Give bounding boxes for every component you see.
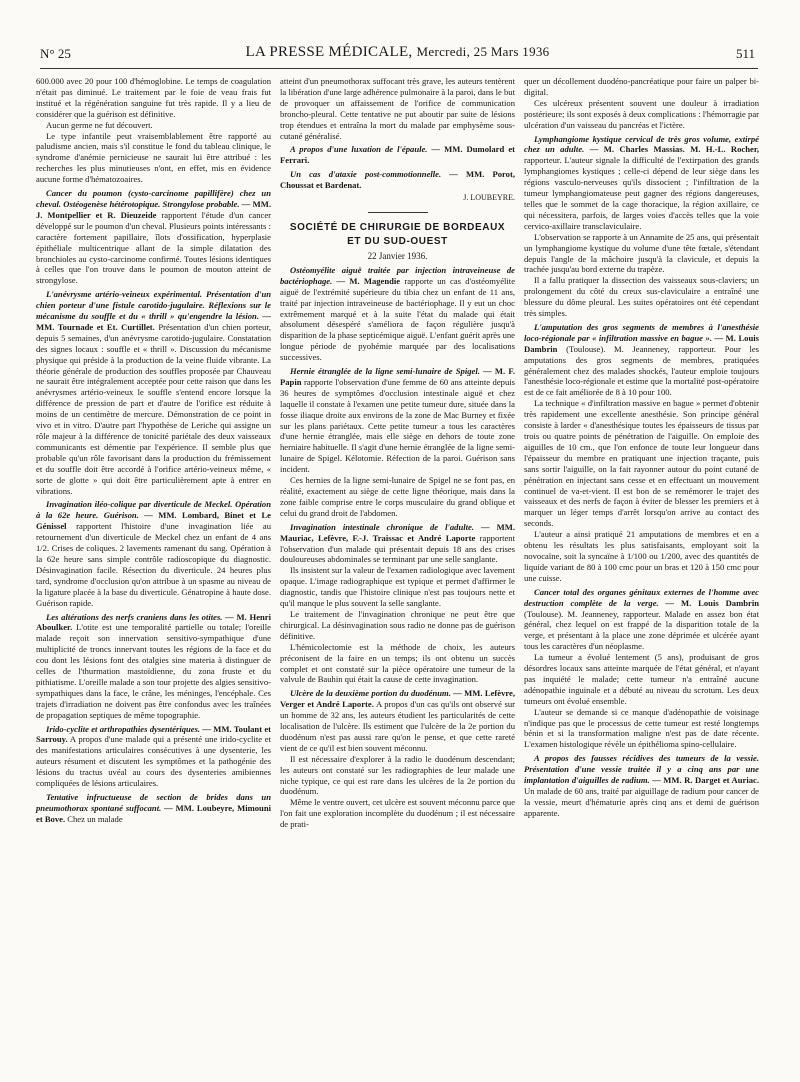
- article-authors: M. Louis Dambrin: [524, 332, 759, 354]
- paragraph: quer un décollement duodéno-pancréatique pour faire un palper bi-digital.: [524, 76, 759, 97]
- article-body: rapportent l'étude d'un cancer développé sur le poumon d'un cheval. Plusieurs points intéressants : caractère fortement papillaire, îlots d'ossification, hyperplasie épithéliale multicentrique allant de la simple dilatation des bronchioles au cysto-carcinome confirmé. Toutes lésions identiques à celles que l'on trouve dans le poumon de mouton atteint de strongylose.: [36, 209, 271, 286]
- article-entry: [280, 169, 515, 191]
- reporter-signature: J. LOUBEYRE.: [463, 193, 515, 203]
- article-title: A propos d'une luxation de l'épaule. —: [290, 144, 441, 155]
- article-title: A propos des fausses récidives des tumeurs de la vessie. Présentation d'une vessie traitée il y a cinq ans par une implantation d'aiguilles de radium. —: [524, 753, 759, 786]
- article-authors: MM. Porot, Choussat et Bardenat.: [280, 169, 515, 191]
- column-2: [280, 76, 515, 830]
- article-title: Invagination intestinale chronique de l'adulte. —: [290, 521, 490, 532]
- paragraph: Ces ulcéreux présentent souvent une douleur à irradiation postérieure; ils sont exposés à deux complications : l'hémorragie par ulcération d'un vaisseau du pancréas et l'ictère.: [524, 97, 759, 130]
- paragraph: Le traitement de l'invagination chronique ne peut être que chirurgical. La désinvagination sous radio ne donne pas de guérison définitive.: [280, 608, 515, 641]
- running-title: [40, 44, 755, 61]
- section-rule: [368, 212, 428, 213]
- paragraph: Il est nécessaire d'explorer à la radio le duodénum descendant; les auteurs ont constaté sur les radiographies de leur malade une niche typique, ce qui est rare dans les ulcères de la 2e portion du duodénum.: [280, 753, 515, 797]
- article-body: Présentation d'un chien porteur, depuis 5 semaines, d'un anévrysme carotido-jugulaire. Constatation des signes locaux : souffle et « thrill ». Discussion du mécanisme physique qui préside à la production de la veine fluide vibrante. La théorie générale de production des souffles proposée par Chauveau ne saurait être intégralement acceptée pour cette raison que dans les anévrysmes artério-veineux le souffle s'entend encore lorsque la différence de pression de part et d'autre de l'orifice est réduite à moins de un centimètre de mercure. Démonstration de ce point in vivo et in vitro. D'autre part l'hypothèse de Leriche qui assigne un rôle majeur à la différence de tonicité pariétale des deux vaisseaux communicants est démentie par l'expérience. Il semble plus que probable qu'un rôle favorisant dans la production du frémissement et du souffle doit être accordé à l'orifice artério-veineux même, « sorte de glotte » qui doit être particulièrement apte à entrer en vibrations.: [36, 321, 271, 496]
- article-body: rapporteur. L'auteur signale la difficulté de l'extirpation des grands lymphangiomes kystiques ; celle-ci dépend de leur siège dans les régions vasculo-nerveuses qu'ils dissocient ; l'infiltration de la tumeur lymphangiomateuse peut gagner des régions dangereuses, telles que le sommet de la cage thoracique, la région axillaire, ce qui nécessitera, parfois, de larges voies d'accès telles que la voie cervico-axillaire transclaviculaire.: [524, 155, 759, 231]
- paragraph: Il a fallu pratiquer la dissection des vaisseaux sous-claviers; un prolongement du côté du creux sus-claviculaire a entraîné une blessure du dôme pleural. Les suites opératoires ont été cependant très simples.: [524, 275, 759, 319]
- article-entry: [36, 724, 271, 789]
- article-title: Invagination iléo-colique par diverticule de Meckel. Opération à la 62e heure. Guérison. —: [36, 499, 271, 521]
- paragraph: Le type infantile peut vraisemblablement être rapporté au paludisme ancien, mais s'il constitue le fond du tableau clinique, le syndrome d'anémie pernicieuse ne saurait lui être attribué : les recherches les plus minutieuses n'ont, en effet, mis en évidence aucune forme d'hématozoaires.: [36, 130, 271, 185]
- page-header: [40, 42, 755, 66]
- article-entry: [524, 753, 759, 818]
- article-authors: M. Louis Dambrin: [674, 597, 759, 608]
- paragraph: Ils insistent sur la valeur de l'examen radiologique avec lavement opaque. L'image radiographique est typique et permet d'affirmer le diagnostic, tandis que l'histoire clinique n'est pas toujours nette et qu'il manque le plus souvent la selle sanglante.: [280, 565, 515, 609]
- article-title: Ulcère de la deuxième portion du duodénum. —: [290, 688, 462, 699]
- article-body: A propos d'une malade qui a présenté une irido-cyclite et des manifestations articulaires consécutives à une dysenterie, les auteurs résument et discutent les symptômes et la pathogénie des lésions du tractus uvéal au cours des dysenteries amibiennes compliquées de lésions articulaires.: [36, 734, 271, 789]
- article-title: Hernie étranglée de la ligne semi-lunaire de Spigel. —: [290, 366, 492, 377]
- society-name-2: ET DU SUD-OUEST: [347, 235, 448, 247]
- article-body: rapporte un cas d'ostéomyélite aiguë de l'extrémité supérieure du tibia chez un enfant de 11 ans, traité par injection intraveineuse de bactériophage. Il y eut un choc extrêmement marqué et à la suite l'état du malade qui était absolument désespéré s'améliora de façon régulière jusqu'à disparition de la phase septicémique aiguë. L'enfant guérit après une longue période de pyohémie marquée par des localisations successives.: [280, 275, 516, 363]
- article-entry: [524, 134, 759, 232]
- article-authors: MM. Dumolard et Ferrari.: [280, 144, 515, 166]
- article-authors: MM. Lombard, Binet et Le Génissel: [36, 510, 271, 532]
- article-authors: MM. Toulant et Sarrouy.: [36, 723, 271, 745]
- article-entry: [524, 587, 759, 652]
- column-3: [524, 76, 759, 819]
- article-entry: [280, 688, 515, 753]
- article-title: Tentative infructueuse de section de brides dans un pneumothorax spontané suffocant. —: [36, 792, 271, 813]
- issue-number: N° 25: [40, 46, 71, 61]
- article-authors: MM. Lefèvre, Verger et André Laporte.: [280, 688, 515, 710]
- issue-date: Mercredi, 25 Mars 1936: [416, 44, 550, 59]
- article-authors: M. F. Papin: [280, 366, 515, 387]
- society-name: SOCIÉTÉ DE CHIRURGIE DE BORDEAUX: [289, 221, 506, 233]
- session-date: 22 Janvier 1936.: [367, 250, 428, 261]
- article-body: A propos d'un cas qu'ils ont observé sur un homme de 32 ans, les auteurs étudient les particularités de cette localisation de l'ulcère. Ils estiment que l'ulcère de la 2e portion du duodénum n'est pas aussi rare qu'on le pense, et que cette rareté vient de ce qu'il est bien souvent méconnu.: [280, 699, 515, 753]
- article-body: rapportent l'histoire d'une invagination liée au retournement d'un diverticule de Meckel chez un enfant de 4 ans 1/2. Crises de coliques. 2 lavements ramenant du sang. Opération à la 62e heure sans simple contrôle radioscopique du diagnostic. Désinvagination facile. Résection du diverticule. 24 heures plus tard, syndrome d'occlusion qu'on attribue à un spasme au niveau de la ligature placée à la base du diverticule. Génatropine à haute dose. Guérison rapide.: [36, 521, 271, 608]
- article-body: rapportent l'observation d'un malade qui présentait depuis 18 ans des crises douloureuses abdominales se terminant par une selle sanglante.: [280, 532, 515, 565]
- paragraph: Même le ventre ouvert, cet ulcère est souvent méconnu parce que l'on fait une exploration incomplète du duodénum ; il est nécessaire de prati-: [280, 797, 516, 830]
- article-title: Cancer du poumon (cysto-carcinome papillifère) chez un cheval. Ostéogenèse hétérotopique. Strongylose probable. —: [36, 188, 271, 209]
- page-number: 511: [735, 46, 755, 61]
- paragraph: atteint d'un pneumothorax suffocant très grave, les auteurs tentèrent la libération d'une large adhérence pulmonaire à la paroi, dans le but de provoquer un affaissement de l'orifice de communication broncho-pleural. Cette tentative ne put aboutir par suite de lésions trop étendues et entraîna la mort du malade par emphysème sous-cutané généralisé.: [280, 76, 515, 141]
- article-authors: MM. Mauriac, Lefèvre, F.-J. Traissac et André Laporte: [280, 521, 515, 543]
- article-title: L'amputation des gros segments de membres à l'anesthésie loco-régionale par « infiltration massive en bague ». —: [524, 321, 759, 343]
- article-authors: MM. J. Montpellier et R. Dieuzeide: [36, 198, 271, 220]
- article-body: L'otite est une temporalité partielle ou totale; l'oreille malade reçoit son innervation sensitivo-sympathique d'une multiplicité de troncs innervant toutes les régions de la face et du cou dont les lésions font des otalgies sine materia à distinguer de celles de l'thurmation mastoïdienne, du zona fruste et du pithiatisme. L'oreille malade a son tour projette des algies sensitivo-sympathiques dans la face, le crâne, les méninges, l'encéphale. Ces trajets d'irradiation ne doivent pas être confondus avec les traînées de propagation septiques de même topographie.: [36, 622, 271, 720]
- article-title: Ostéomyélite aiguë traitée par injection intraveineuse de bactériophage. —: [280, 264, 515, 286]
- article-authors: MM. R. Darget et Auriac.: [660, 775, 759, 786]
- publication-name: LA PRESSE MÉDICALE,: [245, 44, 413, 60]
- header-rule: [40, 68, 758, 69]
- paragraph: Ces hernies de la ligne semi-lunaire de Spigel ne se font pas, en réalité, exactement au siège de cette ligne théorique, mais dans la zone faible comprise entre le corps musculaire du grand oblique et celui du grand droit de l'abdomen.: [280, 475, 515, 518]
- article-title: Un cas d'ataxie post-commotionnelle. —: [290, 169, 458, 180]
- paragraph: L'hémicolectomie est la méthode de choix, les auteurs préconisent de la faire en un temps; ils ont obtenu un succès complet et ont constaté sur la pièce opératoire une tumeur de la valvule de Bauhin qui était la cause de cette invagination.: [280, 641, 515, 685]
- paragraph: L'auteur se demande si ce manque d'adénopathie de voisinage n'indique pas que le processus de cette tumeur est resté longtemps bénin et si la transformation maligne n'est pas de date récente. L'examen histologique révèle un épithélioma spino-cellulaire.: [524, 706, 759, 750]
- paragraph: La technique « d'infiltration massive en bague » permet d'obtenir très rapidement une excellente anesthésie. Son principe général consiste à larder « d'anesthésique toutes les épaisseurs de tissus par trois ou quatre points de pénétration de l'aiguille. On emploie des aiguilles de 10 cm., que l'on enfonce de toute leur longueur dans l'épaisseur du membre en pratiquant une injection traçante, puis sans sortir l'aiguille, on la fait rayonner autour du point cutané de pénétration en injectant sans cesse et en effectuant un mouvement continuel de va-et-vient. Il est bon de se remémorer le trajet des vaisseaux et des nerfs de façon à éviter de blesser les premiers et à marquer un léger temps d'arrêt lorsqu'on arrive au contact des seconds.: [524, 398, 759, 529]
- paragraph: L'auteur a ainsi pratiqué 21 amputations de membres et en a obtenu les résultats les plus satisfaisants, employant soit la novocaïne, soit la syncaïne à 1/100 ou 1/200, avec des quantités de liquide variant de 80 à 100 cmc pour un bras et 120 à 150 cmc pour une cuisse.: [524, 529, 759, 583]
- article-title: L'anévrysme artério-veineux expérimental. Présentation d'un chien porteur d'une fistule carotido-jugulaire. Réflexions sur le mécanisme du souffle et du « thrill » qu'engendre la lésion. —: [36, 289, 271, 322]
- article-entry: [280, 522, 515, 566]
- column-1: [36, 76, 271, 825]
- article-entry: [524, 322, 759, 398]
- article-title: Cancer total des organes génitaux externes de l'homme avec destruction complète de la verge. —: [524, 586, 759, 608]
- paragraph: L'observation se rapporte à un Annamite de 25 ans, qui présentait un lymphangiome kystique du volume d'une tête fœtale, s'étendant depuis l'angle de la mâchoire jusqu'à la clavicule, et depuis la trachée jusqu'au bord externe du trapèze.: [524, 231, 759, 275]
- article-body: rapporte l'observation d'une femme de 60 ans atteinte depuis 36 heures de symptômes d'occlusion intestinale aiguë et chez laquelle il constate à l'examen une petite tumeur dure, située dans la fosse iliaque droite aux environs de la zone de Mac Burney et fixée sur les plans pariétaux. Cette petite tumeur a tous les caractères d'une hernie étranglée, mais elle siège en dehors de toute zone herniaire habituelle. Il s'agit d'une hernie étranglée de la ligne semi-lunaire de Spigel. Kélotomie. Réfection de la paroi. Guérison sans incident.: [280, 376, 515, 475]
- article-entry: [280, 366, 515, 475]
- article-entry: [280, 265, 515, 363]
- article-entry: [36, 499, 271, 608]
- article-entry: [280, 144, 515, 166]
- paragraph: Aucun germe ne fut découvert.: [46, 119, 153, 130]
- paragraph: 600.000 avec 20 pour 100 d'hémoglobine. Le temps de coagulation n'était pas diminué. Le traitement par le foie de veau frais fut institué et la régénération sanguine fut très rapide. Il y a lieu de considérer que la guérison est définitive.: [36, 76, 271, 119]
- article-authors: M. Magendie: [345, 275, 401, 286]
- article-authors: M. Henri Aboulker.: [36, 611, 271, 633]
- article-title: Lymphangiome kystique cervical de très gros volume, extirpé chez un adulte. —: [524, 133, 759, 155]
- article-entry: [36, 188, 271, 286]
- article-entry: [36, 289, 271, 496]
- article-body: Chez un malade: [65, 813, 123, 824]
- article-entry: [36, 612, 271, 721]
- article-body: Un malade de 60 ans, traité par aiguillage de radium pour cancer de la vessie, meurt d'hématurie après cinq ans et demi de guérison apparente.: [524, 786, 759, 818]
- article-authors: MM. Loubeyre, Mimouni et Bove.: [36, 802, 271, 824]
- paragraph: La tumeur a évolué lentement (5 ans), produisant de gros désordres locaux sans atteinte marquée de l'état général, et n'ayant pas inquiété le malade; cette tumeur n'a entraîné aucune adénopathie inguinale et a débuté au niveau du scrotum. Les deux tumeurs ont évolué ensemble.: [524, 652, 759, 706]
- society-heading: [280, 212, 515, 262]
- article-body: (Toulouse). M. Jeanneney, rapporteur. Malade en assez bon état général, chez lequel on est frappé de la disparition totale de la verge, et présentant à la place une zone déprimée et ulcérée ayant tous les caractères d'un néoplasme.: [524, 608, 759, 652]
- article-title: Les altérations des nerfs craniens dans les otites. —: [46, 611, 234, 622]
- article-entry: [36, 792, 271, 825]
- article-authors: MM. Tournade et Et. Curtillet.: [36, 321, 155, 332]
- article-authors: M. Charles Massias. M. H.-L. Rocher,: [598, 144, 759, 155]
- article-body: (Toulouse). M. Jeanneney, rapporteur. Pour les amputations des gros segments de membres, pratiquées généralement chez des malades shockés, l'auteur emploie toujours l'anesthésie loco-régionale et estime que la mortalité post-opératoire est de ce fait améliorée de 8 à 10 pour 100.: [524, 343, 759, 398]
- article-title: Irido-cyclite et arthropathies dysentériques. —: [46, 723, 211, 734]
